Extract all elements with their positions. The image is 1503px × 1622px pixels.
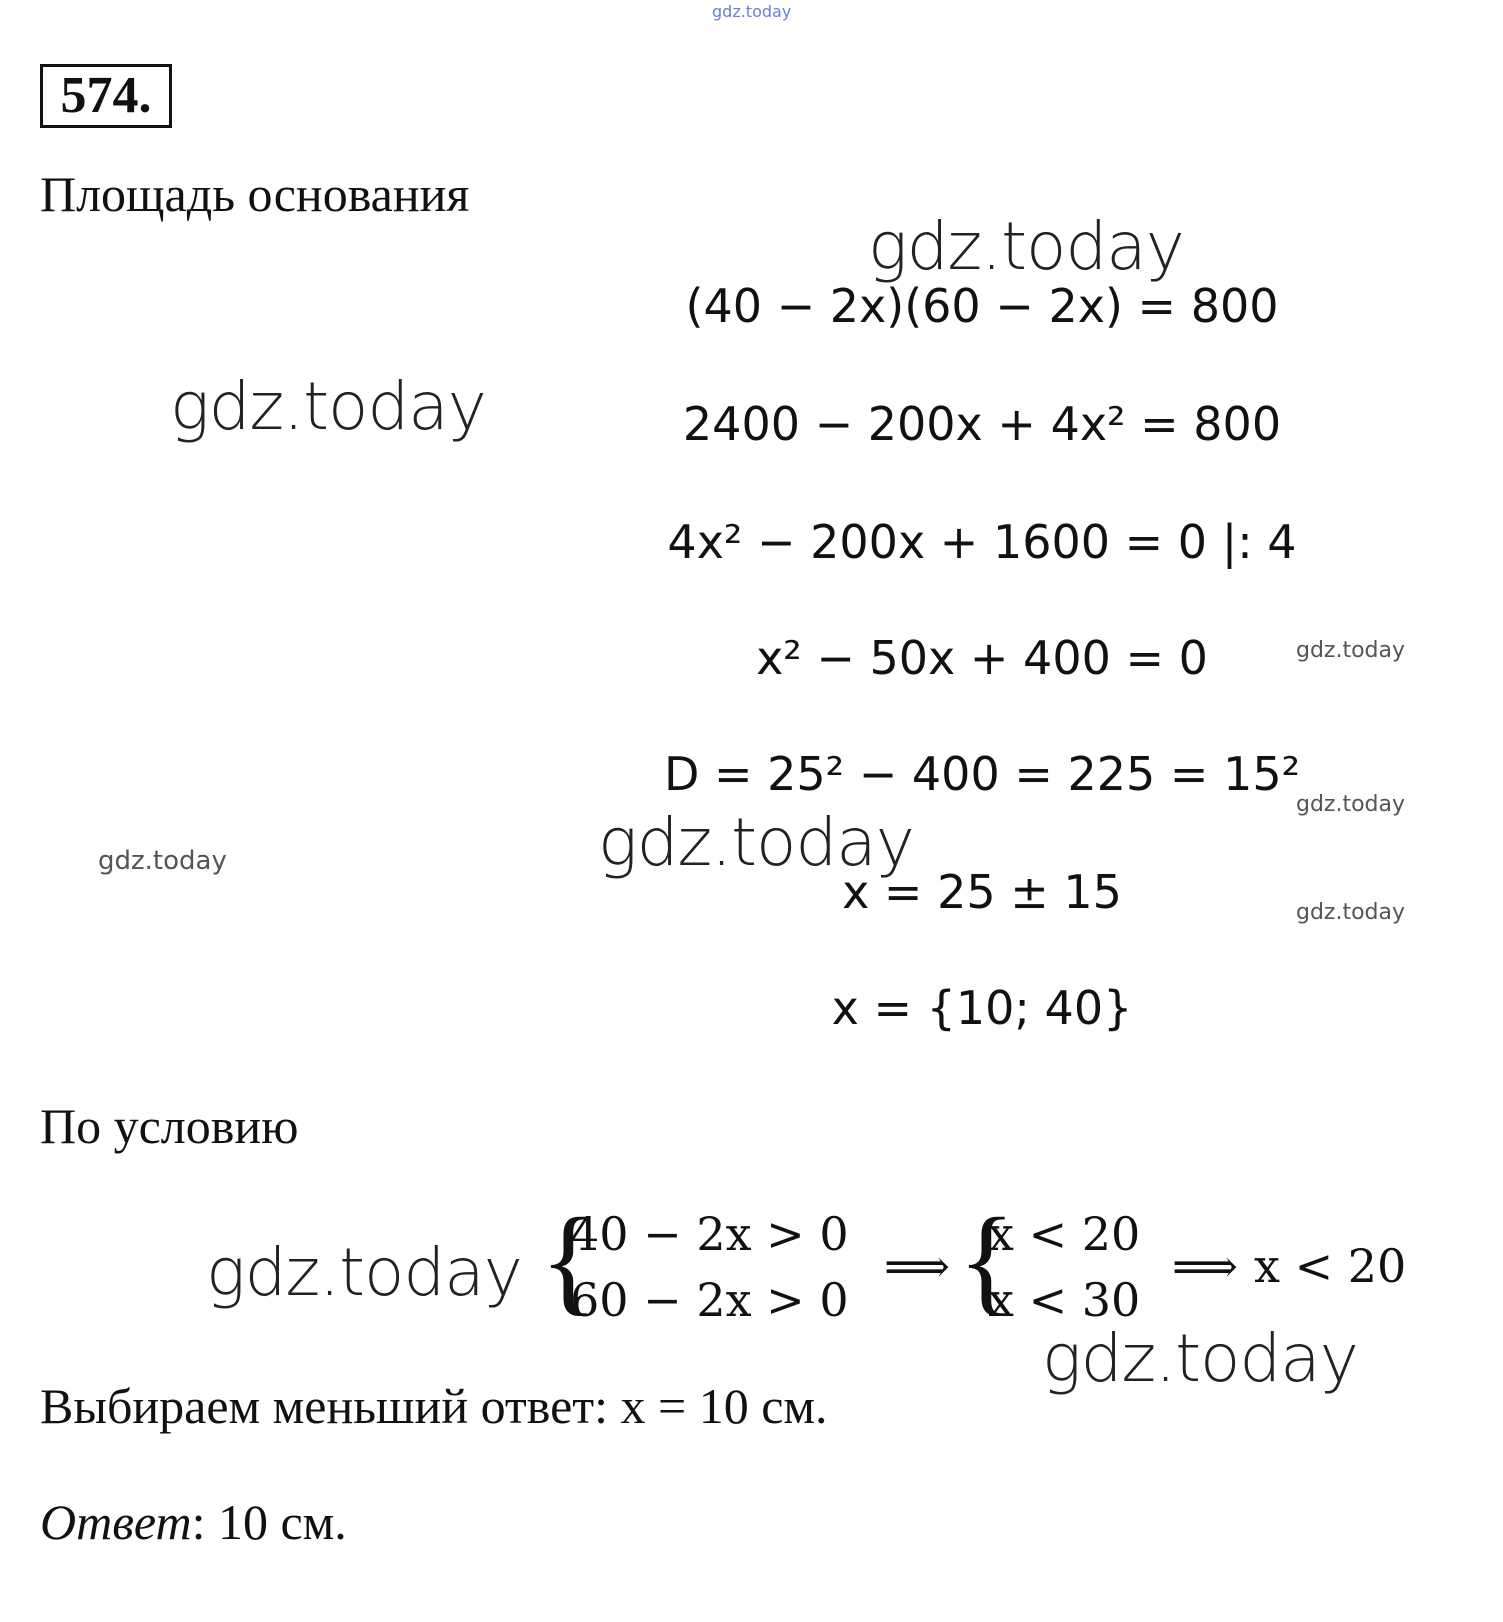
inequality-line: x < 20 [988,1207,1141,1261]
watermark-5: gdz.today [1042,1320,1358,1397]
equation-line: (40 − 2x)(60 − 2x) = 800 [685,279,1279,333]
conclusion-text: Выбираем меньший ответ: x = 10 см. [40,1378,828,1434]
inequality-line: 60 − 2x > 0 [570,1273,849,1327]
inequality-line: x < 30 [988,1273,1141,1327]
implies-arrow: ⟹ [884,1239,950,1293]
equation-line-roots: x = 25 ± 15 [842,865,1122,919]
inequality-line: 40 − 2x > 0 [570,1207,849,1261]
equation-line-solution-set: x = {10; 40} [831,981,1133,1035]
watermark-1: gdz.today [868,208,1184,285]
section-label-base-area: Площадь основания [40,166,470,222]
equation-line: 2400 − 200x + 4x² = 800 [682,397,1282,451]
answer-value: : 10 см. [191,1494,347,1550]
equation-line: x² − 50x + 400 = 0 [756,631,1208,685]
section-label-condition: По условию [40,1098,299,1154]
inequality-result: x < 20 [1254,1239,1407,1293]
equation-line-discriminant: D = 25² − 400 = 225 = 15² [663,747,1301,801]
watermark-7: gdz.today [1296,792,1406,817]
equation-line: 4x² − 200x + 1600 = 0 |: 4 [667,515,1297,569]
watermark-8: gdz.today [98,846,227,876]
problem-number: 574. [40,64,172,128]
left-brace-icon: { [958,1193,1016,1326]
watermark-top: gdz.today [712,2,792,21]
left-brace-icon: { [540,1193,598,1326]
watermark-4: gdz.today [206,1234,522,1311]
watermark-6: gdz.today [1296,638,1406,663]
answer-label: Ответ [40,1494,192,1550]
watermark-9: gdz.today [1296,900,1406,925]
implies-arrow: ⟹ [1172,1239,1238,1293]
watermark-2: gdz.today [170,368,486,445]
answer-line [40,1494,347,1550]
watermark-3: gdz.today [598,804,914,881]
